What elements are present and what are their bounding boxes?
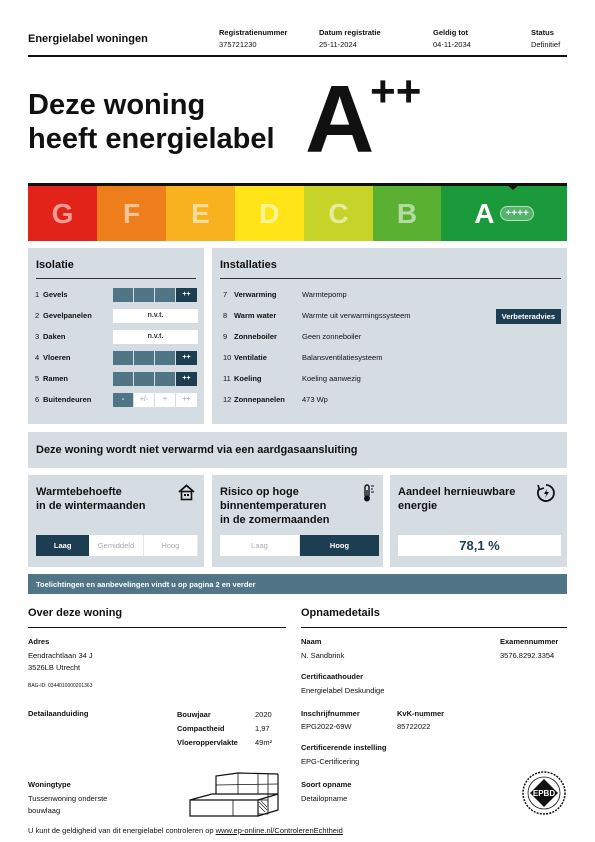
scale-letter: C [328,197,349,229]
naam-label: Naam [301,637,322,646]
row-name: Buitendeuren [43,395,92,404]
isolatie-bar [113,330,198,344]
isolatie-row [35,307,199,324]
ep-online-link[interactable]: www.ep-online.nl/ControlerenEchtheid [215,826,343,835]
isolatie-value: ++ [176,372,198,386]
installaties-rows [223,286,563,408]
scale-step: + [155,393,176,407]
risico-scale [220,535,379,556]
title-line: Risico op hoge [220,486,299,498]
scale-segment-d [235,186,304,241]
thermometer-icon [361,483,375,508]
bouwjaar-value: 2020 [255,710,272,719]
row-number: 12 [223,395,232,404]
registratienummer-label: Registratienummer [219,28,288,37]
isolatie-row [35,370,199,387]
row-value: Warmtepomp [302,290,347,299]
verbeteradvies-button[interactable]: Verbeteradvies [496,309,561,324]
kvk-label: KvK-nummer [397,709,445,718]
compactheid-value: 1,97 [255,724,270,733]
hero-label-plus: ++ [370,67,422,116]
compactheid-label: Compactheid [177,724,225,733]
isolatie-row [35,391,199,408]
adres-line: 3526LB Utrecht [28,663,81,672]
scale-segment-c [304,186,373,241]
installatie-row [223,391,563,408]
hernieuwbaar-value: 78,1 % [398,535,561,556]
title-line: in de wintermaanden [36,500,146,512]
row-number: 3 [35,332,40,341]
detail-label: Detailaanduiding [28,709,89,718]
installaties-panel [212,248,567,424]
scale-letter-active: A [474,197,495,229]
row-name: Vloeren [43,353,71,362]
row-value: Balansventilatiesysteem [302,353,383,362]
status-value: Definitief [531,40,561,49]
isolatie-value: ++ [176,288,198,302]
row-name: Gevels [43,290,68,299]
gas-notice: Deze woning wordt niet verwarmd via een aardgasaansluiting [28,432,567,468]
row-number: 7 [223,290,228,299]
installaties-title: Installaties [220,259,277,271]
row-value: Koeling aanwezig [302,374,361,383]
scale-segment-f [97,186,166,241]
row-name: Gevelpanelen [43,311,92,320]
hero-line-1: Deze woning [28,89,206,121]
isolatie-value: - [113,393,134,407]
scale-segment-e [166,186,235,241]
soort-opname-value: Detailopname [301,794,348,803]
scale-letter: E [191,197,210,229]
naam-value: N. Sandbrink [301,651,345,660]
isolatie-row [35,286,199,303]
row-number: 9 [223,332,228,341]
row-name: Ventilatie [234,353,267,362]
option-hoog: Hoog [144,535,198,556]
scale-active-pill: ++++ [500,206,533,221]
title-line: Aandeel hernieuwbare [398,486,516,498]
warmtebehoefte-scale [36,535,198,556]
scale-letter: F [122,197,141,229]
risico-panel [212,475,383,567]
instelling-value: EPG-Certificering [301,757,360,766]
row-number: 10 [223,353,232,362]
registratienummer-value: 375721230 [219,40,257,49]
row-name: Ramen [43,374,69,383]
isolatie-bar [113,372,198,386]
row-number: 4 [35,353,40,362]
row-number: 6 [35,395,40,404]
datum-value: 25-11-2024 [319,40,357,49]
row-value: 473 Wp [302,395,328,404]
row-number: 11 [223,374,231,383]
isolatie-row [35,328,199,345]
soort-opname-label: Soort opname [301,780,352,789]
bag-id: BAG-ID: 0344010000201363 [28,683,93,689]
footer-text [28,826,343,835]
woningtype-value [28,793,107,817]
status-block [531,27,560,51]
adres-value [28,650,93,674]
row-name: Zonnepanelen [234,395,285,404]
row-number: 5 [35,374,40,383]
installaties-divider [220,278,561,279]
bouwjaar-label: Bouwjaar [177,710,211,719]
isolatie-bar [113,393,198,407]
row-name: Daken [43,332,66,341]
woning-spec-labels [177,708,238,750]
title-line: in de zomermaanden [220,514,330,526]
row-number: 8 [223,311,228,320]
warmtebehoefte-title [36,485,145,513]
instelling-label: Certificerende instelling [301,743,387,752]
house-icon [178,484,195,506]
isolatie-divider [36,278,196,279]
isolatie-title: Isolatie [36,259,74,271]
row-name: Koeling [234,374,262,383]
hero-label-letter: A [305,66,373,173]
toelichting-bar: Toelichtingen en aanbevelingen vindt u op pagina 2 en verder [28,574,567,594]
geldig-label: Geldig tot [433,28,468,37]
row-value: Warmte uit verwarmingssysteem [302,311,411,320]
geldig-value: 04-11-2034 [433,40,471,49]
kvk-value: 85722022 [397,722,431,731]
risico-title [220,485,329,527]
installatie-row [223,370,563,387]
document-title: Energielabel woningen [28,33,148,45]
scale-segment-g [28,186,97,241]
epbd-logo-text: EPBD [532,789,556,798]
epbd-logo [521,770,567,816]
registratienummer-block [219,27,287,51]
scale-letter: B [396,197,418,229]
woningtype-line: Tussenwoning onderste [28,794,108,803]
scale-segment-a [441,186,567,241]
isolatie-bar [113,288,198,302]
isolatie-value: ++ [176,351,198,365]
vloeroppervlakte-value: 49m² [255,738,273,747]
row-name: Zonneboiler [234,332,277,341]
inschrijfnummer-label: Inschrijfnummer [301,709,360,718]
renewable-icon [536,483,556,508]
woningtype-line: bouwlaag [28,806,61,815]
geldig-block [433,27,471,51]
row-number: 1 [35,290,40,299]
woning-spec-values [255,708,272,750]
scale-letter: D [259,197,280,229]
isolatie-panel [28,248,204,424]
status-label: Status [531,28,554,37]
scale-pointer-icon [505,183,521,190]
installatie-row [223,307,563,324]
isolatie-bar [113,351,198,365]
title-line: binnentemperaturen [220,500,327,512]
isolatie-rows [35,286,199,408]
certificaathouder-value: Energielabel Deskundige [301,686,385,695]
vloeroppervlakte-label: Vloeroppervlakte [177,738,238,747]
row-name: Warm water [234,311,277,320]
hero-title [28,88,308,156]
option-gemiddeld: Gemiddeld [89,535,143,556]
isolatie-bar [113,309,198,323]
certificaathouder-label: Certificaathouder [301,672,364,681]
isolatie-value: n.v.t. [113,309,198,323]
row-number: 2 [35,311,40,320]
installatie-row [223,328,563,345]
installatie-row [223,349,563,366]
installatie-row [223,286,563,303]
adres-label: Adres [28,637,50,646]
woning-title: Over deze woning [28,607,123,619]
hero-line-2: heeft energielabel [28,123,275,155]
scale-segment-b [373,186,441,241]
hernieuwbaar-title [398,485,515,513]
energy-scale [28,183,567,241]
scale-step: ++ [176,393,198,407]
datum-block [319,27,381,51]
scale-step: +/- [134,393,155,407]
header-divider [28,55,567,57]
examen-label: Examennummer [500,637,559,646]
option-laag: Laag [36,535,89,556]
inschrijfnummer-value: EPG2022-69W [301,722,352,731]
scale-letter: G [51,197,74,229]
row-value: Geen zonneboiler [302,332,362,341]
isolatie-row [35,349,199,366]
woningtype-label: Woningtype [28,780,71,789]
hernieuwbaar-panel [390,475,567,567]
adres-line: Eendrachtlaan 34 J [28,651,93,660]
opname-divider [301,627,567,628]
examen-value: 3576.8292.3354 [500,651,555,660]
row-name: Verwarming [234,290,277,299]
building-illustration-icon [188,772,280,823]
woning-divider [28,627,286,628]
title-line: energie [398,500,438,512]
footer-sentence: U kunt de geldigheid van dit energielabel controleren op [28,826,216,835]
title-line: Warmtebehoefte [36,486,122,498]
opname-title: Opnamedetails [301,607,380,619]
warmtebehoefte-panel [28,475,204,567]
option-hoog: Hoog [300,535,379,556]
option-laag: Laag [220,535,300,556]
datum-label: Datum registratie [319,28,381,37]
isolatie-value: n.v.t. [113,330,198,344]
